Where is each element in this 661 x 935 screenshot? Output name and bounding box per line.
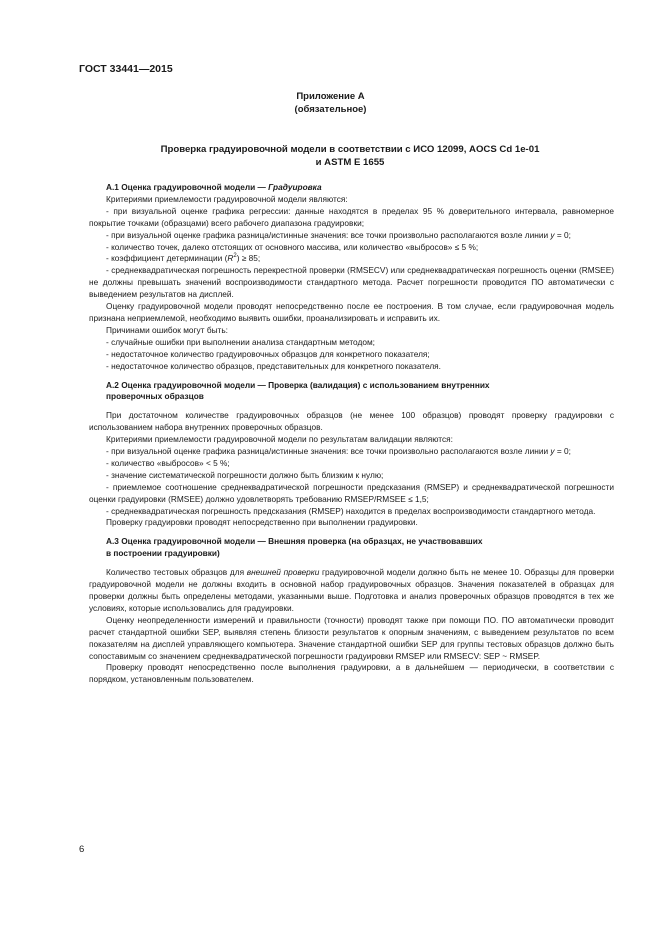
section-a2-p3-var: y bbox=[550, 446, 555, 457]
section-a3-heading-line2: в построении градуировки) bbox=[106, 548, 220, 559]
section-a3-p3: Проверку проводят непосредственно после выполнения градуировки, а в дальнейшем — периодически, в соответствии с порядком, установленным пользователем. bbox=[89, 662, 614, 685]
section-a2-p8: Проверку градуировки проводят непосредственно при выполнении градуировки. bbox=[106, 517, 418, 528]
section-a2-p5: - значение систематической погрешности должно быть близким к нулю; bbox=[106, 469, 384, 480]
section-a1-p3-var: y bbox=[550, 229, 555, 240]
appendix-status: (обязательное) bbox=[294, 104, 367, 115]
section-a1-p5 bbox=[89, 253, 614, 265]
document-title-line2: и ASTM E 1655 bbox=[315, 157, 385, 168]
section-a1-p5-text: - коэффициент детерминации ( bbox=[106, 253, 228, 264]
section-a1-p6: - среднеквадратическая погрешность перекрестной проверки (RMSECV) или среднеквадратическая погрешность оценки (RMSEE) не должны превышать значений воспроизводимости стандартного метода. Расчет погрешности проводится ПО автоматически с выведением результатов на дисплей. bbox=[89, 265, 614, 300]
page-number: 6 bbox=[79, 844, 85, 855]
section-a2-p7: - среднеквадратическая погрешность предсказания (RMSEP) находится в пределах воспроизводимости стандартного метода. bbox=[106, 505, 596, 516]
section-a2-p6: - приемлемое соотношение среднеквадратической погрешности предсказания (RMSEP) и среднеквадратической погрешности оценки градуировки (RMSEE) должно удовлетворять требованию RMSEP/RMSEE ≤ 1,5; bbox=[89, 481, 614, 504]
document-title bbox=[100, 143, 600, 169]
section-a1-p3-text: - при визуальной оценке графика разница/истинные значения: все точки произвольно располагаются возле линии bbox=[106, 229, 551, 240]
section-a1-heading bbox=[89, 182, 614, 194]
section-a1-p7: Оценку градуировочной модели проводят непосредственно после ее построения. В том случае, если градуировочная модель признана неприемлемой, необходимо выявить ошибки, проанализировать и исправить их. bbox=[89, 301, 614, 323]
section-a1-p2: - при визуальной оценке графика регрессии: данные находятся в пределах 95 % доверительного интервала, равномерное покрытие точками (образцами) всего рабочего диапазона градуировки; bbox=[89, 205, 614, 228]
section-a3-p1-end: градуировочной модели должно быть не менее 10. Образцы для проверки градуировочной модели не должны входить в основной набор градуировочных образцов. Значения показателей в образцах для проверки должны быть определены методами, указанными выше. Подготовка и анализ проверочных образцов проводятся в тех же условиях, которые использовались для градуировки. bbox=[89, 567, 614, 613]
section-a1-p8: Причинами ошибок могут быть: bbox=[106, 324, 228, 335]
section-a1-p5-sup: 2 bbox=[233, 253, 237, 260]
section-a1-p5-end: ) ≥ 85; bbox=[236, 253, 261, 264]
section-a1-p4: - количество точек, далеко отстоящих от основного массива, или количество «выбросов» ≤ 5 %; bbox=[106, 241, 479, 252]
section-a3-heading-line1: А.3 Оценка градуировочной модели — Внешняя проверка (на образцах, не участвовавших bbox=[106, 536, 483, 547]
section-a3-p2: Оценку неопределенности измерений и правильности (точности) проводят также при помощи ПО. ПО автоматически проводит расчет стандартной ошибки SEP, выявляя степень близости результатов к опорным значениям, с выведением результатов по всем показателям на дисплей управляющего компьютера. Значение стандартной ошибки SEP для группы тестовых образцов должно быть сопоставимым со значением среднеквадратической погрешности градуировки RMSEP или RMSECV: SEP ~ RMSEP. bbox=[89, 614, 614, 661]
section-a1-p3 bbox=[89, 230, 614, 242]
section-a1-p9: - случайные ошибки при выполнении анализа стандартным методом; bbox=[106, 336, 375, 347]
section-a2-heading-line2: проверочных образцов bbox=[106, 391, 204, 402]
section-a2-heading-line1: А.2 Оценка градуировочной модели — Проверка (валидация) с использованием внутренних bbox=[106, 379, 490, 390]
section-a3-p1 bbox=[89, 567, 614, 615]
section-a1-p1: Критериями приемлемости градуировочной модели являются: bbox=[106, 193, 348, 204]
section-a2-p3-text: - при визуальной оценке графика разница/истинные значения: все точки произвольно располагаются возле линии bbox=[106, 446, 551, 457]
section-a2-p4: - количество «выбросов» < 5 %; bbox=[106, 457, 230, 468]
section-a1-p3-end: = 0; bbox=[554, 229, 571, 240]
section-a1-heading-main: А.1 Оценка градуировочной модели — bbox=[106, 182, 269, 192]
section-a3-p1-italic: внешней проверки bbox=[246, 567, 320, 578]
body-text bbox=[89, 182, 614, 686]
section-a1-heading-italic: Градуировка bbox=[268, 182, 322, 192]
standard-code-header: ГОСТ 33441—2015 bbox=[79, 63, 173, 75]
section-a1-p5-var: R bbox=[227, 253, 234, 264]
section-a2-p2: Критериями приемлемости градуировочной модели по результатам валидации являются: bbox=[106, 434, 453, 445]
section-a1-p11: - недостаточное количество образцов, представительных для конкретного показателя. bbox=[106, 360, 441, 371]
section-a2-p3-end: = 0; bbox=[554, 446, 571, 457]
section-a2-p1: При достаточном количестве градуировочных образцов (не менее 100 образцов) проводят проверку градуировки с использованием набора внутренних проверочных образцов. bbox=[89, 410, 614, 433]
document-title-line1: Проверка градуировочной модели в соответствии с ИСО 12099, AOCS Cd 1e-01 bbox=[160, 144, 540, 155]
section-a2-p3 bbox=[89, 446, 614, 458]
section-a3-p1-text: Количество тестовых образцов для bbox=[106, 567, 247, 578]
appendix-title: Приложение А bbox=[296, 91, 365, 102]
section-a1-p10: - недостаточное количество градуировочных образцов для конкретного показателя; bbox=[106, 348, 430, 359]
